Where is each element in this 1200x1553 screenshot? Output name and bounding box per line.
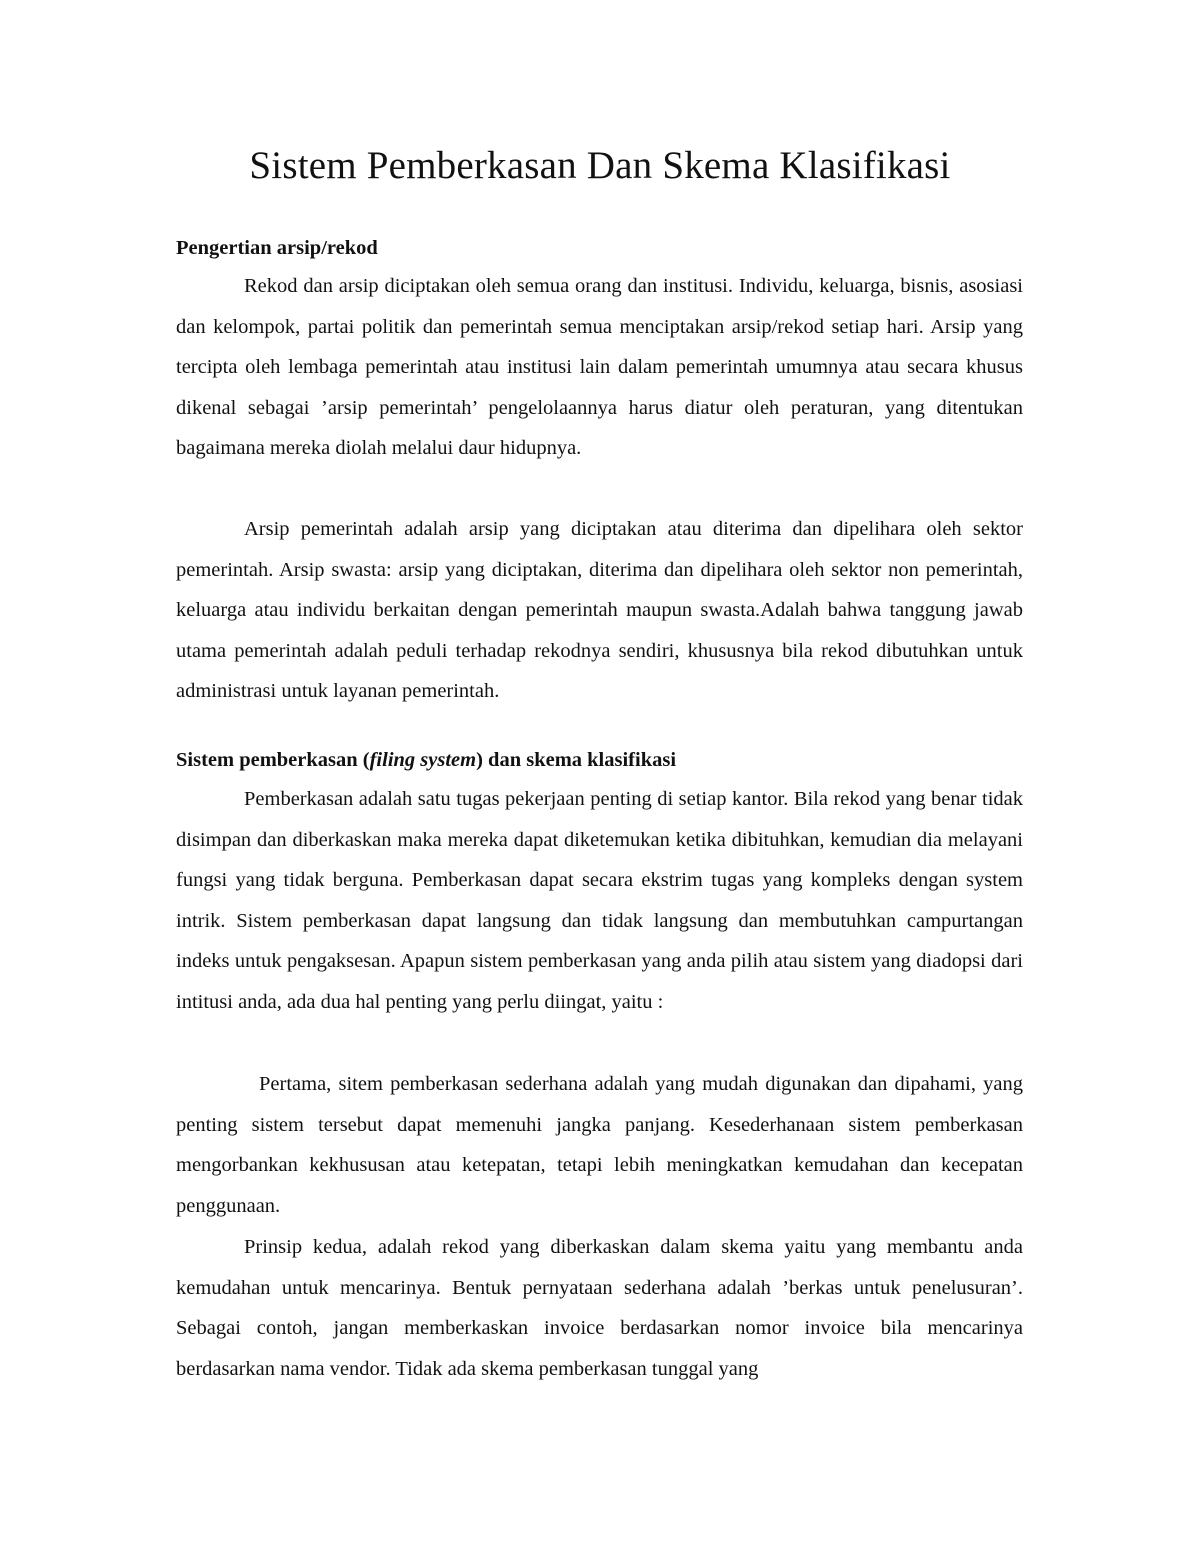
heading-text-start: Sistem pemberkasan ( — [176, 749, 370, 771]
document-title: Sistem Pemberkasan Dan Skema Klasifikasi — [249, 144, 951, 187]
paragraph-arsip-pemerintah: Arsip pemerintah adalah arsip yang diciptakan atau diterima dan dipelihara oleh sektor pemerintah. Arsip swasta: arsip yang diciptakan, diterima dan dipelihara oleh sektor non pemerintah, keluarga atau individu berkaitan dengan pemerintah maupun swasta.Adalah bahwa tanggung jawab utama pemerintah adalah peduli terhadap rekodnya sendiri, khususnya bila rekod dibutuhkan untuk administrasi untuk layanan pemerintah. — [176, 518, 1023, 703]
paragraph-rekod-dan-arsip: Rekod dan arsip diciptakan oleh semua orang dan institusi. Individu, keluarga, bisnis, asosiasi dan kelompok, partai politik dan pemerintah semua menciptakan arsip/rekod setiap hari. Arsip yang tercipta oleh lembaga pemerintah atau institusi lain dalam pemerintah umumnya atau secara khusus dikenal sebagai ’arsip pemerintah’ pengelolaannya harus diatur oleh peraturan, yang ditentukan bagaimana mereka diolah melalui daur hidupnya. — [176, 275, 1023, 460]
section-heading-sistem-pemberkasan — [176, 745, 1023, 775]
heading-text-italic: filing system — [369, 749, 477, 771]
section-heading-pengertian: Pengertian arsip/rekod — [176, 237, 378, 259]
heading-text-end: ) dan skema klasifikasi — [476, 749, 677, 771]
paragraph-prinsip-kedua: Prinsip kedua, adalah rekod yang diberkaskan dalam skema yaitu yang membantu anda kemudahan untuk mencarinya. Bentuk pernyataan sederhana adalah ’berkas untuk penelusuran’. Sebagai contoh, jangan memberkaskan invoice berdasarkan nomor invoice bila mencarinya berdasarkan nama vendor. Tidak ada skema pemberkasan tunggal yang — [176, 1236, 1023, 1380]
paragraph-pertama: Pertama, sitem pemberkasan sederhana adalah yang mudah digunakan dan dipahami, yang penting sistem tersebut dapat memenuhi jangka panjang. Kesederhanaan sistem pemberkasan mengorbankan kekhususan atau ketepatan, tetapi lebih meningkatkan kemudahan dan kecepatan penggunaan. — [176, 1073, 1023, 1217]
paragraph-pemberkasan: Pemberkasan adalah satu tugas pekerjaan penting di setiap kantor. Bila rekod yang benar tidak disimpan dan diberkaskan maka mereka dapat diketemukan ketika dibituhkan, kemudian dia melayani fungsi yang tidak berguna. Pemberkasan dapat secara ekstrim tugas yang kompleks dengan system intrik. Sistem pemberkasan dapat langsung dan tidak langsung dan membutuhkan campurtangan indeks untuk pengaksesan. Apapun sistem pemberkasan yang anda pilih atau sistem yang diadopsi dari intitusi anda, ada dua hal penting yang perlu diingat, yaitu : — [176, 788, 1023, 1013]
